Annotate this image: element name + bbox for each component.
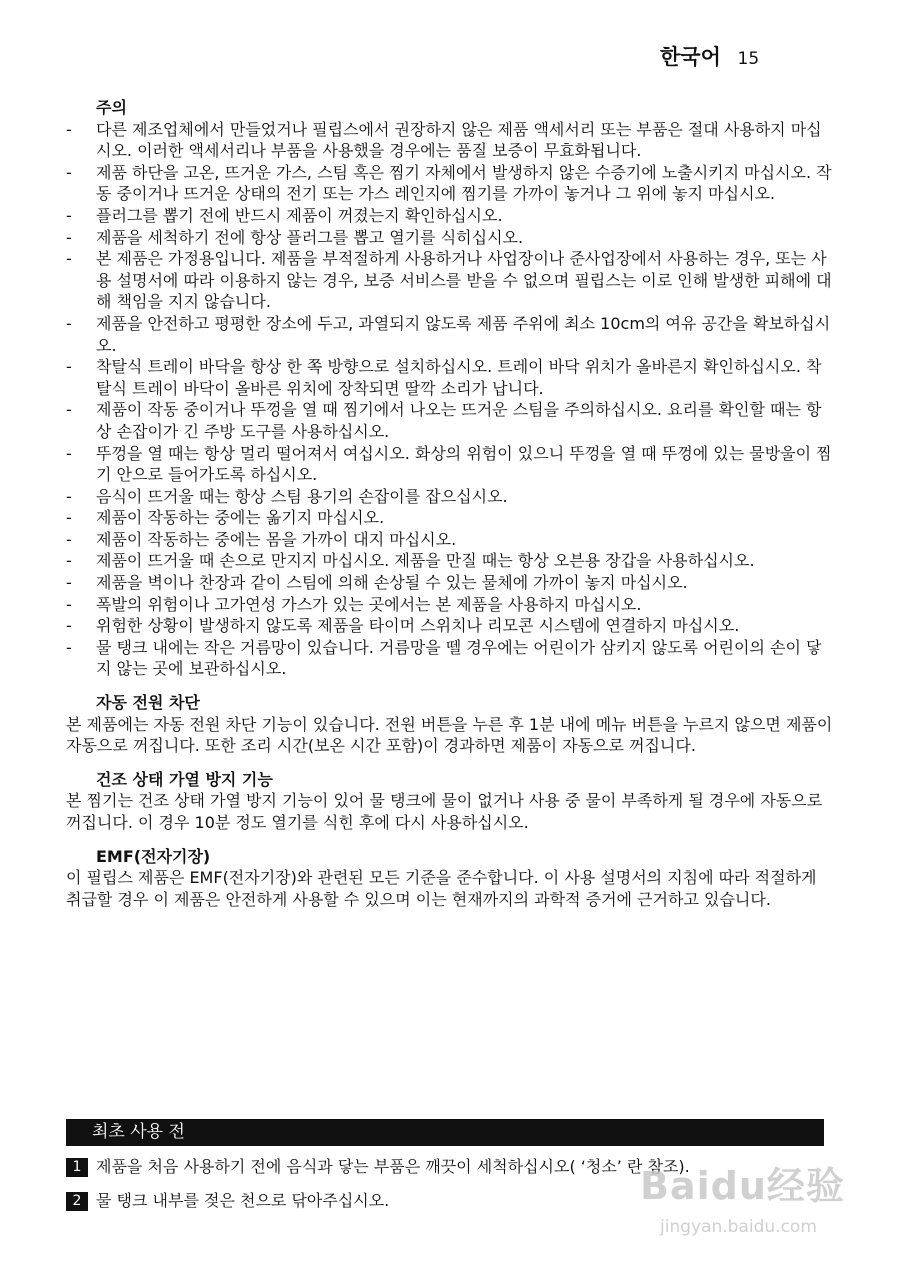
watermark-url: jingyan.baidu.com [660, 1217, 817, 1237]
caution-item [66, 486, 836, 508]
caution-item [66, 399, 836, 442]
caution-item [66, 313, 836, 356]
bullet-dash: - [66, 119, 72, 139]
caution-item-text: 다른 제조업체에서 만들었거나 필립스에서 권장하지 않은 제품 액세서리 또는 부품은 절대 사용하지 마십시오. 이러한 액세서리나 부품을 사용했을 경우에는 품질 보증이 무효화됩니다. [96, 119, 822, 161]
caution-item-text: 제품을 세척하기 전에 항상 플러그를 뽑고 열기를 식히십시오. [96, 227, 524, 247]
step-number: 1 [66, 1158, 88, 1177]
bullet-dash: - [66, 508, 72, 528]
auto-off-section [66, 692, 836, 757]
bullet-dash: - [66, 227, 72, 247]
caution-item-text: 음식이 뜨거울 때는 항상 스팀 용기의 손잡이를 잡으십시오. [96, 486, 508, 506]
watermark-logo: Baidu经验 [640, 1164, 845, 1208]
page-header [660, 44, 860, 72]
caution-item-text: 플러그를 뽑기 전에 반드시 제품이 꺼졌는지 확인하십시오. [96, 205, 503, 225]
bullet-dash: - [66, 637, 72, 657]
step-text: 물 탱크 내부를 젖은 천으로 닦아주십시오. [96, 1190, 390, 1210]
bullet-dash: - [66, 443, 72, 463]
baidu-watermark [640, 1162, 860, 1272]
caution-item-text: 뚜껑을 열 때는 항상 멀리 떨어져서 여십시오. 화상의 위험이 있으니 뚜껑을 열 때 뚜껑에 있는 물방울이 찜기 안으로 들어가도록 하십시오. [96, 443, 832, 485]
caution-item [66, 572, 836, 594]
caution-item-text: 본 제품은 가정용입니다. 제품을 부적절하게 사용하거나 사업장이나 준사업장에서 사용하는 경우, 또는 사용 설명서에 따라 이용하지 않는 경우, 보증 서비스를 받을 수 없으며 필립스는 이로 인해 발생한 피해에 대해 책임을 지지 않습니다. [96, 249, 832, 312]
caution-item [66, 507, 836, 529]
auto-off-body: 본 제품에는 자동 전원 차단 기능이 있습니다. 전원 버튼을 누른 후 1분 내에 메뉴 버튼을 누르지 않으면 제품이 자동으로 꺼집니다. 또한 조리 시간(보온 시간 포함)이 경과하면 제품이 자동으로 꺼집니다. [66, 714, 833, 756]
bullet-dash: - [66, 594, 72, 614]
caution-item-text: 제품이 작동하는 중에는 옮기지 마십시오. [96, 508, 385, 528]
dry-boil-section [66, 769, 836, 834]
bullet-dash: - [66, 551, 72, 571]
bullet-dash: - [66, 357, 72, 377]
caution-item-text: 착탈식 트레이 바닥을 항상 한 쪽 방향으로 설치하십시오. 트레이 바닥 위치가 올바른지 확인하십시오. 착탈식 트레이 바닥이 올바른 위치에 장착되면 딸깍 소리가 납니다. [96, 357, 822, 398]
step-text: 제품을 처음 사용하기 전에 음식과 닿는 부품은 깨끗이 세척하십시오( ‘청소’ 란 참조). [96, 1157, 690, 1176]
caution-item-text: 물 탱크 내에는 작은 거름망이 있습니다. 거름망을 뗄 경우에는 어린이가 삼키지 않도록 어린이의 손이 닿지 않는 곳에 보관하십시오. [96, 637, 822, 679]
bullet-dash: - [66, 162, 72, 182]
manual-content [66, 97, 836, 910]
bullet-dash: - [66, 249, 72, 269]
bullet-dash: - [66, 486, 72, 506]
caution-item [66, 615, 836, 637]
caution-item [66, 248, 836, 313]
caution-item [66, 162, 836, 205]
caution-item [66, 205, 836, 227]
bullet-dash: - [66, 573, 72, 593]
before-use-title-bar: 최초 사용 전 [66, 1119, 824, 1146]
emf-heading: EMF(전자기장) [96, 846, 211, 866]
language-label: 한국어 [660, 45, 721, 69]
caution-item-text: 제품이 작동하는 중에는 몸을 가까이 대지 마십시오. [96, 529, 457, 549]
bullet-dash: - [66, 400, 72, 420]
caution-item-text: 폭발의 위험이나 고가연성 가스가 있는 곳에서는 본 제품을 사용하지 마십시오. [96, 594, 642, 614]
page-number: 15 [737, 49, 760, 69]
caution-item [66, 227, 836, 249]
caution-item [66, 550, 836, 572]
caution-item [66, 119, 836, 162]
caution-item [66, 637, 836, 680]
caution-item [66, 443, 836, 486]
caution-item-text: 제품을 안전하고 평평한 장소에 두고, 과열되지 않도록 제품 주위에 최소 10cm의 여유 공간을 확보하십시오. [96, 313, 831, 355]
emf-body: 이 필립스 제품은 EMF(전자기장)와 관련된 모든 기준을 준수합니다. 이 사용 설명서의 지침에 따라 적절하게 취급할 경우 이 제품은 안전하게 사용할 수 있으며 이는 현재까지의 과학적 증거에 근거하고 있습니다. [66, 868, 817, 909]
caution-item-text: 제품을 벽이나 찬장과 같이 스팀에 의해 손상될 수 있는 물체에 가까이 놓지 마십시오. [96, 573, 688, 593]
dry-boil-body: 본 찜기는 건조 상태 가열 방지 기능이 있어 물 탱크에 물이 없거나 사용 중 물이 부족하게 될 경우에 자동으로 꺼집니다. 이 경우 10분 정도 열기를 식힌 후에 다시 사용하십시오. [66, 791, 823, 832]
caution-item-text: 위험한 상황이 발생하지 않도록 제품을 타이머 스위치나 리모콘 시스템에 연결하지 마십시오. [96, 616, 740, 636]
caution-item [66, 594, 836, 616]
caution-item [66, 356, 836, 399]
step-number: 2 [66, 1192, 88, 1211]
caution-item-text: 제품이 뜨거울 때 손으로 만지지 마십시오. 제품을 만질 때는 항상 오븐용 장갑을 사용하십시오. [96, 551, 755, 571]
caution-list [66, 119, 836, 680]
bullet-dash: - [66, 205, 72, 225]
dry-boil-heading: 건조 상태 가열 방지 기능 [96, 769, 273, 789]
caution-item-text: 제품 하단을 고온, 뜨거운 가스, 스팀 혹은 찜기 자체에서 발생하지 않은 수증기에 노출시키지 마십시오. 작동 중이거나 뜨거운 상태의 전기 또는 가스 레인지에 찜기를 가까이 놓거나 그 위에 놓지 마십시오. [96, 162, 832, 204]
caution-item-text: 제품이 작동 중이거나 뚜껑을 열 때 찜기에서 나오는 뜨거운 스팀을 주의하십시오. 요리를 확인할 때는 항상 손잡이가 긴 주방 도구를 사용하십시오. [96, 400, 822, 441]
emf-section [66, 846, 836, 911]
bullet-dash: - [66, 313, 72, 333]
caution-item [66, 529, 836, 551]
bullet-dash: - [66, 529, 72, 549]
auto-off-heading: 자동 전원 차단 [96, 693, 200, 713]
caution-heading: 주의 [96, 98, 127, 117]
bullet-dash: - [66, 616, 72, 636]
